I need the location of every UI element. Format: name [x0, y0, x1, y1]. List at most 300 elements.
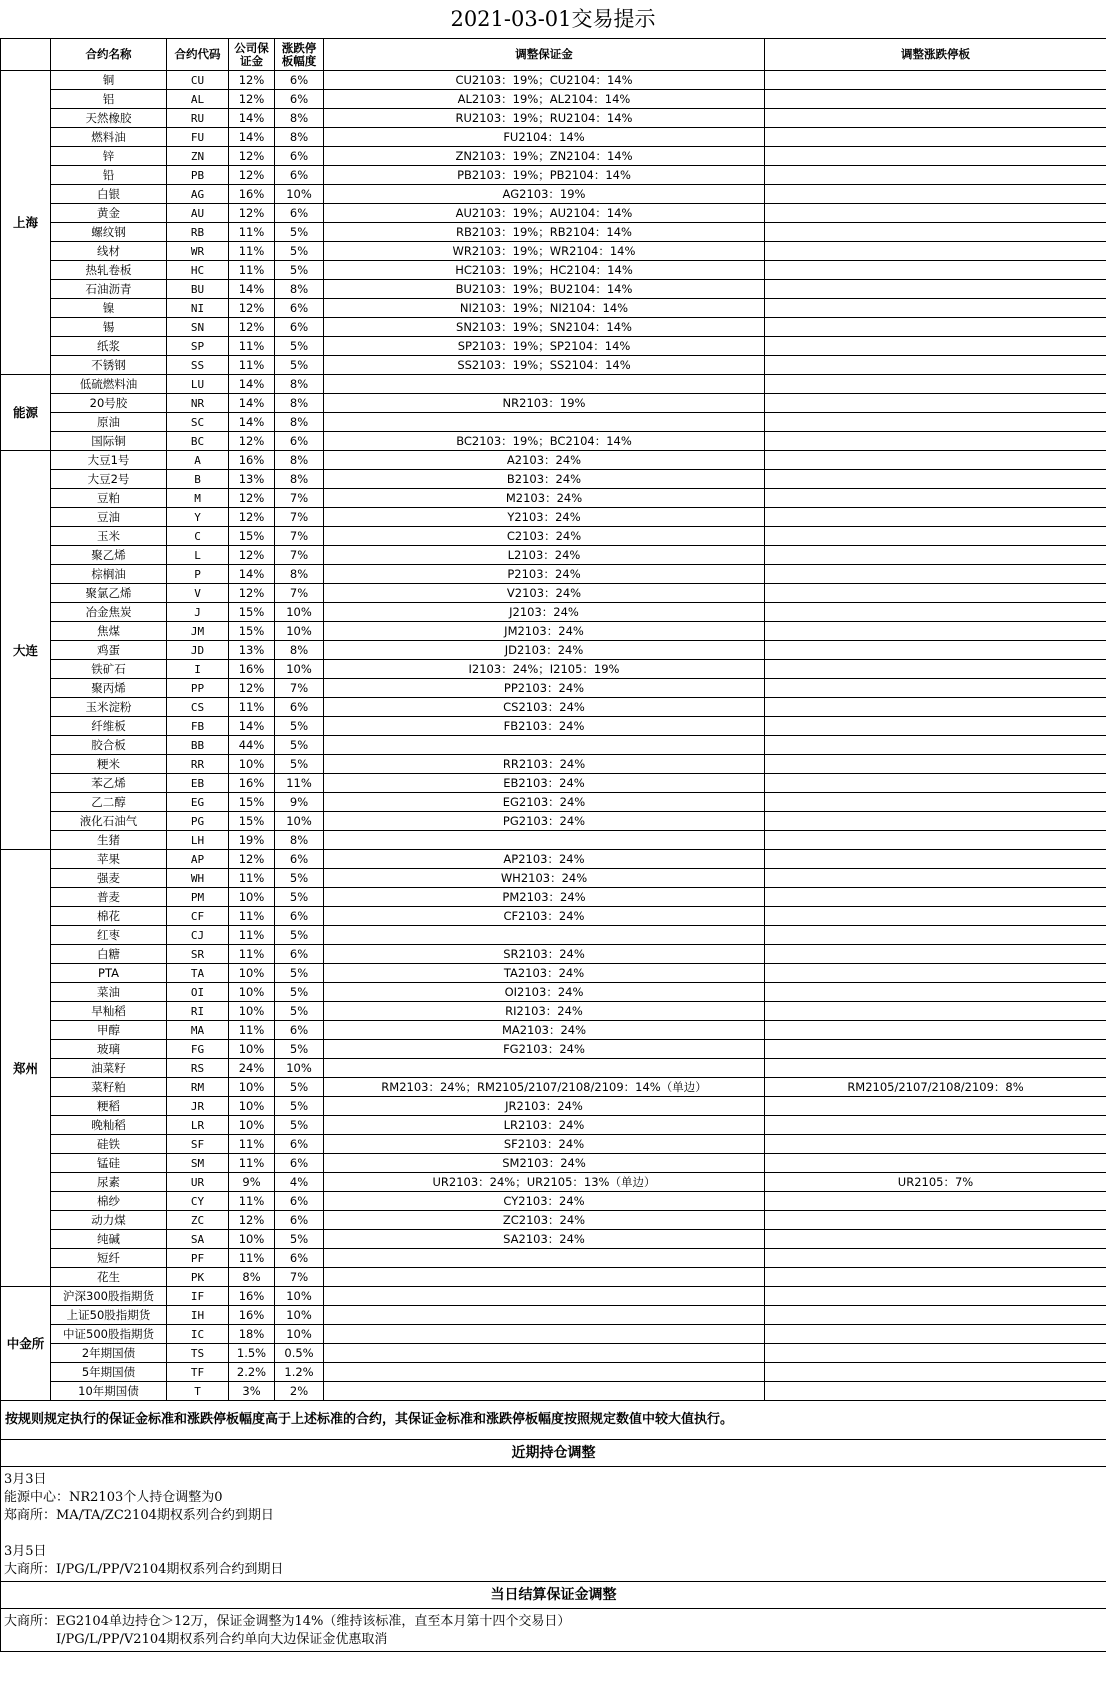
price-limit: 7%	[275, 546, 324, 565]
adjusted-margin: A2103：24%	[324, 451, 765, 470]
price-limit: 6%	[275, 907, 324, 926]
table-row	[1, 394, 1106, 413]
table-row	[1, 1230, 1106, 1249]
contract-code: AG	[167, 185, 229, 204]
price-limit: 5%	[275, 736, 324, 755]
adjusted-limit	[765, 1249, 1106, 1268]
adjusted-margin	[324, 375, 765, 394]
contract-name: 苯乙烯	[51, 774, 167, 793]
company-margin: 11%	[229, 1021, 275, 1040]
table-row	[1, 964, 1106, 983]
footer-section	[1, 1401, 1106, 1652]
contract-code: CJ	[167, 926, 229, 945]
adjusted-margin: RR2103：24%	[324, 755, 765, 774]
adjusted-margin	[324, 1249, 765, 1268]
adjusted-limit	[765, 432, 1106, 451]
adjusted-limit	[765, 584, 1106, 603]
company-margin: 11%	[229, 1249, 275, 1268]
contract-code: JM	[167, 622, 229, 641]
company-margin: 15%	[229, 812, 275, 831]
adjusted-margin: FG2103：24%	[324, 1040, 765, 1059]
contract-code: TA	[167, 964, 229, 983]
settlement-section-title: 当日结算保证金调整	[1, 1582, 1106, 1609]
contract-code: SS	[167, 356, 229, 375]
adjusted-margin: AU2103：19%；AU2104：14%	[324, 204, 765, 223]
contract-name: 20号胶	[51, 394, 167, 413]
price-limit: 6%	[275, 1135, 324, 1154]
table-row	[1, 603, 1106, 622]
adjusted-limit	[765, 1135, 1106, 1154]
adjusted-limit	[765, 1325, 1106, 1344]
contract-name: 晚籼稻	[51, 1116, 167, 1135]
adjusted-limit	[765, 812, 1106, 831]
contract-code: C	[167, 527, 229, 546]
company-margin: 11%	[229, 1135, 275, 1154]
contract-name: 焦煤	[51, 622, 167, 641]
price-limit: 7%	[275, 1268, 324, 1287]
adjusted-limit	[765, 1382, 1106, 1401]
adjusted-margin: CU2103：19%；CU2104：14%	[324, 71, 765, 90]
price-limit: 10%	[275, 622, 324, 641]
contract-name: 锰硅	[51, 1154, 167, 1173]
company-margin: 15%	[229, 793, 275, 812]
table-row	[1, 831, 1106, 850]
header-adj-limit: 调整涨跌停板	[765, 39, 1106, 71]
contract-name: 菜油	[51, 983, 167, 1002]
company-margin: 14%	[229, 413, 275, 432]
price-limit: 8%	[275, 128, 324, 147]
table-row	[1, 432, 1106, 451]
company-margin: 11%	[229, 926, 275, 945]
price-limit: 5%	[275, 223, 324, 242]
contract-name: 棉纱	[51, 1192, 167, 1211]
company-margin: 3%	[229, 1382, 275, 1401]
contract-code: ZC	[167, 1211, 229, 1230]
table-row	[1, 71, 1106, 90]
exchange-label: 中金所	[1, 1287, 51, 1401]
price-limit: 5%	[275, 926, 324, 945]
company-margin: 9%	[229, 1173, 275, 1192]
table-row	[1, 1268, 1106, 1287]
company-margin: 16%	[229, 660, 275, 679]
adjusted-margin	[324, 1363, 765, 1382]
company-margin: 14%	[229, 565, 275, 584]
rule-text: 按规则规定执行的保证金标准和涨跌停板幅度高于上述标准的合约，其保证金标准和涨跌停板幅度按照规定数值中较大值执行。	[1, 1401, 1106, 1440]
price-limit: 5%	[275, 983, 324, 1002]
company-margin: 11%	[229, 907, 275, 926]
contract-name: 豆粕	[51, 489, 167, 508]
table-row	[1, 793, 1106, 812]
position-title-row	[1, 1440, 1106, 1467]
settlement-line: I/PG/L/PP/V2104期权系列合约单向大边保证金优惠取消	[56, 1632, 388, 1647]
price-limit: 9%	[275, 793, 324, 812]
adjusted-limit	[765, 1287, 1106, 1306]
table-row	[1, 1363, 1106, 1382]
contract-name: 线材	[51, 242, 167, 261]
table-row	[1, 945, 1106, 964]
contract-code: JD	[167, 641, 229, 660]
company-margin: 19%	[229, 831, 275, 850]
price-limit: 6%	[275, 318, 324, 337]
contract-name: 聚氯乙烯	[51, 584, 167, 603]
adjusted-limit	[765, 280, 1106, 299]
company-margin: 10%	[229, 888, 275, 907]
contract-name: 石油沥青	[51, 280, 167, 299]
adjusted-limit	[765, 831, 1106, 850]
contract-rows	[1, 71, 1106, 1401]
table-row	[1, 299, 1106, 318]
contract-name: 尿素	[51, 1173, 167, 1192]
adjusted-limit	[765, 166, 1106, 185]
contract-name: 纸浆	[51, 337, 167, 356]
adjusted-margin: BC2103：19%；BC2104：14%	[324, 432, 765, 451]
contract-name: 天然橡胶	[51, 109, 167, 128]
adjusted-margin: CS2103：24%	[324, 698, 765, 717]
price-limit: 10%	[275, 1287, 324, 1306]
adjusted-limit	[765, 527, 1106, 546]
company-margin: 10%	[229, 983, 275, 1002]
adjusted-limit	[765, 337, 1106, 356]
table-row	[1, 736, 1106, 755]
price-limit: 6%	[275, 1249, 324, 1268]
table-row	[1, 546, 1106, 565]
adjusted-limit	[765, 299, 1106, 318]
table-row	[1, 660, 1106, 679]
company-margin: 11%	[229, 698, 275, 717]
adjusted-margin: WH2103：24%	[324, 869, 765, 888]
table-row	[1, 166, 1106, 185]
table-row	[1, 1097, 1106, 1116]
adjusted-margin	[324, 1287, 765, 1306]
table-row	[1, 1002, 1106, 1021]
contract-name: 上证50股指期货	[51, 1306, 167, 1325]
price-limit: 5%	[275, 888, 324, 907]
adjusted-margin: PG2103：24%	[324, 812, 765, 831]
contract-name: 鸡蛋	[51, 641, 167, 660]
adjusted-margin: CY2103：24%	[324, 1192, 765, 1211]
contract-name: 油菜籽	[51, 1059, 167, 1078]
adjusted-margin: RB2103：19%；RB2104：14%	[324, 223, 765, 242]
price-limit: 8%	[275, 470, 324, 489]
company-margin: 13%	[229, 641, 275, 660]
adjusted-limit	[765, 185, 1106, 204]
company-margin: 44%	[229, 736, 275, 755]
adjusted-margin: V2103：24%	[324, 584, 765, 603]
company-margin: 16%	[229, 185, 275, 204]
adjusted-limit: RM2105/2107/2108/2109：8%	[765, 1078, 1106, 1097]
contract-code: WR	[167, 242, 229, 261]
contract-code: WH	[167, 869, 229, 888]
table-row	[1, 204, 1106, 223]
company-margin: 14%	[229, 280, 275, 299]
price-limit: 7%	[275, 527, 324, 546]
company-margin: 15%	[229, 603, 275, 622]
contract-code: PK	[167, 1268, 229, 1287]
contract-code: BB	[167, 736, 229, 755]
header-code: 合约代码	[167, 39, 229, 71]
position-line: 3月3日	[4, 1472, 47, 1487]
contract-code: IC	[167, 1325, 229, 1344]
position-notes	[1, 1467, 1106, 1582]
adjusted-margin	[324, 1344, 765, 1363]
company-margin: 1.5%	[229, 1344, 275, 1363]
price-limit: 5%	[275, 1230, 324, 1249]
adjusted-margin: EG2103：24%	[324, 793, 765, 812]
price-limit: 6%	[275, 1021, 324, 1040]
adjusted-limit	[765, 736, 1106, 755]
adjusted-limit	[765, 717, 1106, 736]
contract-code: Y	[167, 508, 229, 527]
table-row	[1, 1078, 1106, 1097]
adjusted-limit	[765, 907, 1106, 926]
price-limit: 10%	[275, 603, 324, 622]
price-limit: 4%	[275, 1173, 324, 1192]
contract-name: 甲醇	[51, 1021, 167, 1040]
contract-name: 螺纹钢	[51, 223, 167, 242]
contract-code: SR	[167, 945, 229, 964]
table-row	[1, 1306, 1106, 1325]
contract-code: TS	[167, 1344, 229, 1363]
table-row	[1, 1344, 1106, 1363]
contract-name: 液化石油气	[51, 812, 167, 831]
contract-name: 不锈钢	[51, 356, 167, 375]
adjusted-limit	[765, 1097, 1106, 1116]
company-margin: 12%	[229, 850, 275, 869]
price-limit: 6%	[275, 204, 324, 223]
position-line: 3月5日	[4, 1544, 47, 1559]
contract-code: L	[167, 546, 229, 565]
company-margin: 15%	[229, 622, 275, 641]
adjusted-margin: RI2103：24%	[324, 1002, 765, 1021]
adjusted-margin: LR2103：24%	[324, 1116, 765, 1135]
company-margin: 12%	[229, 71, 275, 90]
adjusted-limit	[765, 1268, 1106, 1287]
price-limit: 5%	[275, 964, 324, 983]
adjusted-limit	[765, 375, 1106, 394]
price-limit: 5%	[275, 755, 324, 774]
contract-code: M	[167, 489, 229, 508]
contract-code: FB	[167, 717, 229, 736]
table-row	[1, 109, 1106, 128]
contract-name: 普麦	[51, 888, 167, 907]
contract-name: 国际铜	[51, 432, 167, 451]
adjusted-limit	[765, 1230, 1106, 1249]
company-margin: 14%	[229, 717, 275, 736]
contract-code: I	[167, 660, 229, 679]
company-margin: 12%	[229, 508, 275, 527]
header-name: 合约名称	[51, 39, 167, 71]
contract-name: 大豆2号	[51, 470, 167, 489]
table-row	[1, 185, 1106, 204]
price-limit: 10%	[275, 660, 324, 679]
table-row	[1, 717, 1106, 736]
contract-code: JR	[167, 1097, 229, 1116]
price-limit: 7%	[275, 508, 324, 527]
adjusted-limit	[765, 774, 1106, 793]
company-margin: 16%	[229, 774, 275, 793]
exchange-label: 郑州	[1, 850, 51, 1287]
company-margin: 14%	[229, 109, 275, 128]
table-row	[1, 1116, 1106, 1135]
contract-name: 铝	[51, 90, 167, 109]
price-limit: 11%	[275, 774, 324, 793]
contract-code: RS	[167, 1059, 229, 1078]
contract-name: 花生	[51, 1268, 167, 1287]
table-row	[1, 584, 1106, 603]
adjusted-limit	[765, 698, 1106, 717]
table-row	[1, 1173, 1106, 1192]
table-row	[1, 641, 1106, 660]
adjusted-limit	[765, 1002, 1106, 1021]
price-limit: 6%	[275, 166, 324, 185]
contract-code: HC	[167, 261, 229, 280]
adjusted-limit	[765, 755, 1106, 774]
table-row	[1, 869, 1106, 888]
price-limit: 6%	[275, 698, 324, 717]
company-margin: 10%	[229, 1116, 275, 1135]
company-margin: 10%	[229, 1097, 275, 1116]
adjusted-limit	[765, 508, 1106, 527]
adjusted-margin: UR2103：24%；UR2105：13%（单边）	[324, 1173, 765, 1192]
company-margin: 15%	[229, 527, 275, 546]
adjusted-margin: J2103：24%	[324, 603, 765, 622]
contract-code: AL	[167, 90, 229, 109]
table-row	[1, 1021, 1106, 1040]
contract-code: AP	[167, 850, 229, 869]
table-row	[1, 223, 1106, 242]
adjusted-limit	[765, 926, 1106, 945]
contract-code: PB	[167, 166, 229, 185]
adjusted-margin	[324, 1268, 765, 1287]
company-margin: 2.2%	[229, 1363, 275, 1382]
table-row	[1, 413, 1106, 432]
position-line	[4, 1525, 1103, 1543]
adjusted-limit	[765, 1040, 1106, 1059]
adjusted-margin: AL2103：19%；AL2104：14%	[324, 90, 765, 109]
contract-name: 锌	[51, 147, 167, 166]
contract-code: PG	[167, 812, 229, 831]
price-limit: 6%	[275, 850, 324, 869]
contract-name: 强麦	[51, 869, 167, 888]
table-row	[1, 1382, 1106, 1401]
company-margin: 11%	[229, 261, 275, 280]
table-row	[1, 375, 1106, 394]
contract-code: PF	[167, 1249, 229, 1268]
price-limit: 6%	[275, 1192, 324, 1211]
company-margin: 13%	[229, 470, 275, 489]
price-limit: 6%	[275, 945, 324, 964]
table-row	[1, 888, 1106, 907]
contract-code: BC	[167, 432, 229, 451]
adjusted-limit	[765, 356, 1106, 375]
contract-code: J	[167, 603, 229, 622]
table-row	[1, 451, 1106, 470]
adjusted-margin: CF2103：24%	[324, 907, 765, 926]
contract-code: LU	[167, 375, 229, 394]
table-row	[1, 1287, 1106, 1306]
price-limit: 10%	[275, 812, 324, 831]
adjusted-margin: PP2103：24%	[324, 679, 765, 698]
contract-code: V	[167, 584, 229, 603]
adjusted-limit	[765, 318, 1106, 337]
price-limit: 10%	[275, 1306, 324, 1325]
adjusted-limit	[765, 489, 1106, 508]
adjusted-limit	[765, 1211, 1106, 1230]
contract-name: 硅铁	[51, 1135, 167, 1154]
table-row	[1, 812, 1106, 831]
price-limit: 6%	[275, 1211, 324, 1230]
adjusted-margin: JR2103：24%	[324, 1097, 765, 1116]
contract-name: 冶金焦炭	[51, 603, 167, 622]
price-limit: 8%	[275, 565, 324, 584]
contract-code: UR	[167, 1173, 229, 1192]
table-row	[1, 90, 1106, 109]
contract-code: OI	[167, 983, 229, 1002]
price-limit: 8%	[275, 109, 324, 128]
adjusted-limit	[765, 109, 1106, 128]
adjusted-limit	[765, 603, 1106, 622]
adjusted-margin: ZN2103：19%；ZN2104：14%	[324, 147, 765, 166]
contract-code: SM	[167, 1154, 229, 1173]
company-margin: 12%	[229, 546, 275, 565]
table-row	[1, 318, 1106, 337]
price-limit: 5%	[275, 1097, 324, 1116]
price-limit: 8%	[275, 394, 324, 413]
adjusted-margin: HC2103：19%；HC2104：14%	[324, 261, 765, 280]
contract-code: AU	[167, 204, 229, 223]
adjusted-limit	[765, 641, 1106, 660]
contract-code: SF	[167, 1135, 229, 1154]
position-notes-row	[1, 1467, 1106, 1582]
table-row	[1, 698, 1106, 717]
price-limit: 8%	[275, 641, 324, 660]
company-margin: 11%	[229, 869, 275, 888]
exchange-label: 能源	[1, 375, 51, 451]
contract-name: 大豆1号	[51, 451, 167, 470]
contract-code: FG	[167, 1040, 229, 1059]
table-row	[1, 1154, 1106, 1173]
company-margin: 12%	[229, 147, 275, 166]
price-limit: 10%	[275, 1059, 324, 1078]
adjusted-margin: AG2103：19%	[324, 185, 765, 204]
contract-name: 锡	[51, 318, 167, 337]
contract-name: 胶合板	[51, 736, 167, 755]
table-row	[1, 926, 1106, 945]
position-section-title: 近期持仓调整	[1, 1440, 1106, 1467]
settlement-line: 大商所：EG2104单边持仓＞12万，保证金调整为14%（维持该标准，直至本月第十四个交易日）	[4, 1614, 571, 1629]
company-margin: 11%	[229, 1154, 275, 1173]
adjusted-margin	[324, 1306, 765, 1325]
adjusted-limit	[765, 204, 1106, 223]
adjusted-margin: B2103：24%	[324, 470, 765, 489]
adjusted-limit	[765, 869, 1106, 888]
price-limit: 8%	[275, 451, 324, 470]
company-margin: 16%	[229, 1306, 275, 1325]
settlement-notes	[1, 1609, 1106, 1652]
contract-name: 白糖	[51, 945, 167, 964]
adjusted-margin	[324, 926, 765, 945]
contract-name: 原油	[51, 413, 167, 432]
adjusted-margin: C2103：24%	[324, 527, 765, 546]
adjusted-margin: RU2103：19%；RU2104：14%	[324, 109, 765, 128]
contract-code: BU	[167, 280, 229, 299]
adjusted-limit	[765, 90, 1106, 109]
adjusted-margin: JD2103：24%	[324, 641, 765, 660]
header-exchange	[1, 39, 51, 71]
contract-name: 10年期国债	[51, 1382, 167, 1401]
adjusted-limit	[765, 1021, 1106, 1040]
adjusted-limit	[765, 1059, 1106, 1078]
